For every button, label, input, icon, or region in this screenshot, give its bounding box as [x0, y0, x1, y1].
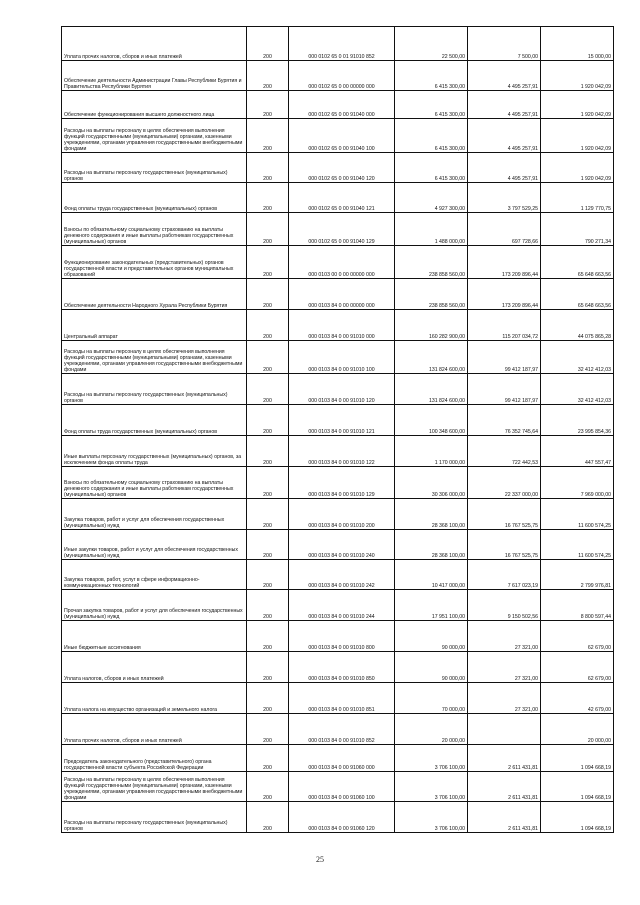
row-budget-classification-code: 000 0103 84 0 00 91010 129	[289, 467, 395, 499]
row-remaining-amount: 23 995 854,36	[541, 405, 614, 436]
row-code: 200	[247, 590, 289, 621]
row-name: Уплата налогов, сборов и иных платежей	[62, 652, 247, 683]
row-name: Иные выплаты персоналу государственных (муниципальных) органов, за исключением фонда оплаты труда	[62, 436, 247, 467]
table-row	[62, 61, 614, 91]
row-executed-amount: 16 767 525,75	[468, 530, 541, 560]
row-approved-amount: 238 858 560,00	[395, 246, 468, 279]
table-row	[62, 153, 614, 183]
row-executed-amount: 76 352 745,64	[468, 405, 541, 436]
table-row	[62, 802, 614, 833]
row-code: 200	[247, 560, 289, 590]
row-budget-classification-code: 000 0103 84 0 00 91060 000	[289, 745, 395, 772]
row-executed-amount: 7 500,00	[468, 27, 541, 61]
table-row	[62, 91, 614, 119]
row-approved-amount: 3 706 100,00	[395, 802, 468, 833]
table-row	[62, 621, 614, 652]
row-code: 200	[247, 246, 289, 279]
row-code: 200	[247, 279, 289, 310]
row-remaining-amount: 20 000,00	[541, 714, 614, 745]
row-executed-amount: 2 611 431,81	[468, 745, 541, 772]
row-remaining-amount: 447 557,47	[541, 436, 614, 467]
row-name: Расходы на выплаты персоналу государственных (муниципальных) органов	[62, 153, 247, 183]
row-approved-amount: 100 348 600,00	[395, 405, 468, 436]
table-row	[62, 590, 614, 621]
row-remaining-amount: 32 412 412,03	[541, 341, 614, 374]
row-budget-classification-code: 000 0103 84 0 00 91010 852	[289, 714, 395, 745]
row-budget-classification-code: 000 0102 65 0 00 91040 120	[289, 153, 395, 183]
table-row	[62, 560, 614, 590]
row-approved-amount: 6 415 300,00	[395, 153, 468, 183]
table-row	[62, 745, 614, 772]
row-approved-amount: 160 282 900,00	[395, 310, 468, 341]
row-name: Уплата прочих налогов, сборов и иных платежей	[62, 714, 247, 745]
row-executed-amount: 99 412 187,97	[468, 341, 541, 374]
row-remaining-amount: 1 920 042,09	[541, 119, 614, 153]
row-remaining-amount: 15 000,00	[541, 27, 614, 61]
row-name: Закупка товаров, работ и услуг для обеспечения государственных (муниципальных) нужд	[62, 499, 247, 530]
table-row	[62, 467, 614, 499]
row-remaining-amount: 8 800 597,44	[541, 590, 614, 621]
table-row	[62, 499, 614, 530]
row-remaining-amount: 11 600 574,25	[541, 530, 614, 560]
row-executed-amount: 27 321,00	[468, 652, 541, 683]
row-approved-amount: 22 500,00	[395, 27, 468, 61]
row-approved-amount: 1 488 000,00	[395, 213, 468, 246]
row-code: 200	[247, 405, 289, 436]
row-name: Обеспечение деятельности Администрации Главы Республики Бурятия и Правительства Республики Бурятия	[62, 61, 247, 91]
row-name: Обеспечение функционирования высшего должностного лица	[62, 91, 247, 119]
row-code: 200	[247, 436, 289, 467]
row-name: Уплата налога на имущество организаций и земельного налога	[62, 683, 247, 714]
row-name: Иные закупки товаров, работ и услуг для обеспечения государственных (муниципальных) нужд	[62, 530, 247, 560]
row-code: 200	[247, 772, 289, 802]
table-row	[62, 27, 614, 61]
row-code: 200	[247, 341, 289, 374]
row-name: Фонд оплаты труда государственных (муниципальных) органов	[62, 183, 247, 213]
row-executed-amount: 4 495 257,91	[468, 153, 541, 183]
row-remaining-amount: 62 679,00	[541, 621, 614, 652]
row-code: 200	[247, 119, 289, 153]
table-row	[62, 436, 614, 467]
row-remaining-amount: 42 679,00	[541, 683, 614, 714]
row-name: Расходы на выплаты персоналу в целях обеспечения выполнения функций государственными (муниципальными) органами, казенными учреждениями, органами управления государственными внебюджетными фондами	[62, 119, 247, 153]
row-budget-classification-code: 000 0102 65 0 00 91040 000	[289, 91, 395, 119]
row-remaining-amount: 7 969 000,00	[541, 467, 614, 499]
row-budget-classification-code: 000 0103 84 0 00 91010 000	[289, 310, 395, 341]
row-name: Расходы на выплаты персоналу государственных (муниципальных) органов	[62, 374, 247, 405]
row-name: Расходы на выплаты персоналу в целях обеспечения выполнения функций государственными (муниципальными) органами, казенными учреждениями, органами управления государственными внебюджетными фондами	[62, 772, 247, 802]
row-budget-classification-code: 000 0103 84 0 00 91010 100	[289, 341, 395, 374]
row-budget-classification-code: 000 0102 65 0 00 91040 121	[289, 183, 395, 213]
row-approved-amount: 17 951 100,00	[395, 590, 468, 621]
row-remaining-amount: 1 129 770,75	[541, 183, 614, 213]
row-approved-amount: 1 170 000,00	[395, 436, 468, 467]
row-approved-amount: 30 306 000,00	[395, 467, 468, 499]
row-approved-amount: 238 858 560,00	[395, 279, 468, 310]
row-name: Фонд оплаты труда государственных (муниципальных) органов	[62, 405, 247, 436]
table-body	[62, 27, 614, 833]
row-remaining-amount: 11 600 574,25	[541, 499, 614, 530]
row-code: 200	[247, 213, 289, 246]
row-budget-classification-code: 000 0103 84 0 00 91010 851	[289, 683, 395, 714]
table-row	[62, 772, 614, 802]
row-budget-classification-code: 000 0102 65 0 00 00000 000	[289, 61, 395, 91]
row-approved-amount: 131 824 600,00	[395, 374, 468, 405]
row-executed-amount: 22 337 000,00	[468, 467, 541, 499]
row-approved-amount: 4 927 300,00	[395, 183, 468, 213]
row-approved-amount: 90 000,00	[395, 652, 468, 683]
row-remaining-amount: 32 412 412,03	[541, 374, 614, 405]
row-name: Закупка товаров, работ, услуг в сфере информационно-коммуникационных технологий	[62, 560, 247, 590]
table-row	[62, 213, 614, 246]
page-number: 25	[316, 855, 324, 864]
row-name: Уплата прочих налогов, сборов и иных платежей	[62, 27, 247, 61]
row-executed-amount: 4 495 257,91	[468, 91, 541, 119]
row-code: 200	[247, 153, 289, 183]
row-budget-classification-code: 000 0103 84 0 00 91010 850	[289, 652, 395, 683]
row-budget-classification-code: 000 0103 84 0 00 91010 121	[289, 405, 395, 436]
row-budget-classification-code: 000 0103 84 0 00 91010 122	[289, 436, 395, 467]
row-budget-classification-code: 000 0103 84 0 00 91060 120	[289, 802, 395, 833]
row-approved-amount: 70 000,00	[395, 683, 468, 714]
row-name: Взносы по обязательному социальному страхованию на выплаты денежного содержания и иные выплаты работникам государственных (муниципальных) органов	[62, 213, 247, 246]
row-approved-amount: 3 706 100,00	[395, 772, 468, 802]
table-row	[62, 683, 614, 714]
row-budget-classification-code: 000 0103 00 0 00 00000 000	[289, 246, 395, 279]
row-approved-amount: 6 415 300,00	[395, 91, 468, 119]
row-code: 200	[247, 683, 289, 714]
row-budget-classification-code: 000 0103 84 0 00 91010 244	[289, 590, 395, 621]
row-executed-amount: 2 611 431,81	[468, 802, 541, 833]
table-row	[62, 246, 614, 279]
row-remaining-amount: 1 920 042,09	[541, 153, 614, 183]
row-approved-amount: 90 000,00	[395, 621, 468, 652]
row-executed-amount: 697 728,66	[468, 213, 541, 246]
row-code: 200	[247, 530, 289, 560]
row-name: Прочая закупка товаров, работ и услуг для обеспечения государственных (муниципальных) нужд	[62, 590, 247, 621]
row-approved-amount: 3 706 100,00	[395, 745, 468, 772]
row-executed-amount: 16 767 525,75	[468, 499, 541, 530]
row-code: 200	[247, 374, 289, 405]
budget-execution-table	[61, 26, 614, 833]
row-remaining-amount: 1 094 668,19	[541, 772, 614, 802]
row-remaining-amount: 1 094 668,19	[541, 745, 614, 772]
row-name: Взносы по обязательному социальному страхованию на выплаты денежного содержания и иные выплаты работникам государственных (муниципальных) органов	[62, 467, 247, 499]
row-remaining-amount: 65 648 663,56	[541, 279, 614, 310]
row-remaining-amount: 2 799 976,81	[541, 560, 614, 590]
row-executed-amount: 7 617 023,19	[468, 560, 541, 590]
row-executed-amount: 2 611 431,81	[468, 772, 541, 802]
row-executed-amount: 115 207 034,72	[468, 310, 541, 341]
row-code: 200	[247, 91, 289, 119]
row-budget-classification-code: 000 0103 84 0 00 91010 800	[289, 621, 395, 652]
row-name: Иные бюджетные ассигнования	[62, 621, 247, 652]
table-row	[62, 530, 614, 560]
row-name: Председатель законодательного (представительного) органа государственной власти субъекта Российской Федерации	[62, 745, 247, 772]
row-remaining-amount: 65 648 663,56	[541, 246, 614, 279]
row-code: 200	[247, 499, 289, 530]
row-executed-amount: 27 321,00	[468, 621, 541, 652]
row-executed-amount: 722 442,53	[468, 436, 541, 467]
table-row	[62, 119, 614, 153]
table-row	[62, 183, 614, 213]
row-name: Обеспечение деятельности Народного Хурала Республики Бурятия	[62, 279, 247, 310]
row-budget-classification-code: 000 0103 84 0 00 91010 120	[289, 374, 395, 405]
row-remaining-amount: 1 094 668,19	[541, 802, 614, 833]
table-row	[62, 279, 614, 310]
row-executed-amount: 4 495 257,91	[468, 61, 541, 91]
table-row	[62, 310, 614, 341]
row-code: 200	[247, 745, 289, 772]
row-remaining-amount: 1 920 042,09	[541, 91, 614, 119]
row-budget-classification-code: 000 0103 84 0 00 91010 242	[289, 560, 395, 590]
row-budget-classification-code: 000 0102 65 0 01 91010 852	[289, 27, 395, 61]
row-name: Центральный аппарат	[62, 310, 247, 341]
row-approved-amount: 28 368 100,00	[395, 530, 468, 560]
table-row	[62, 341, 614, 374]
row-code: 200	[247, 714, 289, 745]
row-executed-amount: 99 412 187,97	[468, 374, 541, 405]
row-name: Расходы на выплаты персоналу государственных (муниципальных) органов	[62, 802, 247, 833]
row-budget-classification-code: 000 0103 84 0 00 91060 100	[289, 772, 395, 802]
row-executed-amount	[468, 714, 541, 745]
row-approved-amount: 20 000,00	[395, 714, 468, 745]
row-code: 200	[247, 183, 289, 213]
row-budget-classification-code: 000 0103 84 0 00 91010 240	[289, 530, 395, 560]
table-row	[62, 374, 614, 405]
row-executed-amount: 4 495 257,91	[468, 119, 541, 153]
row-budget-classification-code: 000 0102 65 0 00 91040 129	[289, 213, 395, 246]
row-budget-classification-code: 000 0102 65 0 00 91040 100	[289, 119, 395, 153]
row-code: 200	[247, 621, 289, 652]
row-name: Функционирование законодательных (представительных) органов государственной власти и представительных органов муниципальных образований	[62, 246, 247, 279]
row-remaining-amount: 62 679,00	[541, 652, 614, 683]
row-executed-amount: 3 797 529,25	[468, 183, 541, 213]
row-executed-amount: 9 150 502,56	[468, 590, 541, 621]
table-row	[62, 652, 614, 683]
row-approved-amount: 6 415 300,00	[395, 119, 468, 153]
row-approved-amount: 6 415 300,00	[395, 61, 468, 91]
row-executed-amount: 27 321,00	[468, 683, 541, 714]
row-code: 200	[247, 802, 289, 833]
row-approved-amount: 10 417 000,00	[395, 560, 468, 590]
row-code: 200	[247, 310, 289, 341]
row-executed-amount: 173 209 896,44	[468, 246, 541, 279]
row-code: 200	[247, 61, 289, 91]
table-row	[62, 714, 614, 745]
row-code: 200	[247, 467, 289, 499]
row-budget-classification-code: 000 0103 84 0 00 00000 000	[289, 279, 395, 310]
row-approved-amount: 28 368 100,00	[395, 499, 468, 530]
row-remaining-amount: 1 920 042,09	[541, 61, 614, 91]
row-code: 200	[247, 652, 289, 683]
table-row	[62, 405, 614, 436]
row-name: Расходы на выплаты персоналу в целях обеспечения выполнения функций государственными (муниципальными) органами, казенными учреждениями, органами управления государственными внебюджетными фондами	[62, 341, 247, 374]
row-executed-amount: 173 209 896,44	[468, 279, 541, 310]
row-approved-amount: 131 824 600,00	[395, 341, 468, 374]
row-budget-classification-code: 000 0103 84 0 00 91010 200	[289, 499, 395, 530]
row-remaining-amount: 44 075 865,28	[541, 310, 614, 341]
row-code: 200	[247, 27, 289, 61]
row-remaining-amount: 790 271,34	[541, 213, 614, 246]
